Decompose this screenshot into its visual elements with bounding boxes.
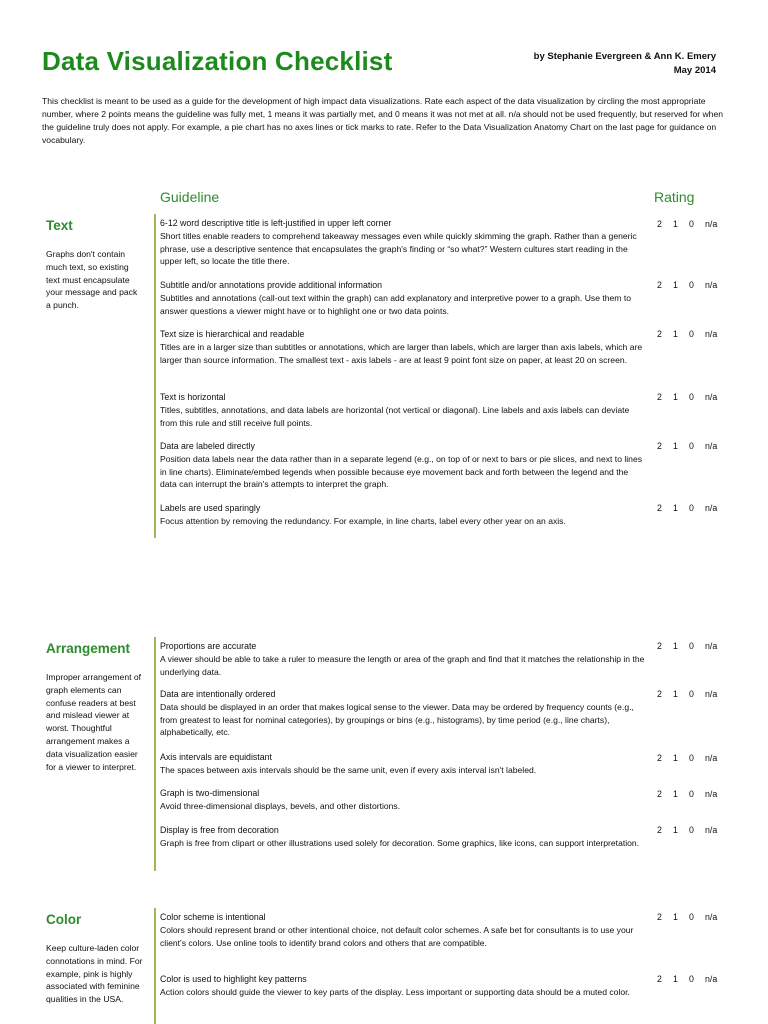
rating-0[interactable]: 0 <box>689 503 694 513</box>
guideline-title: Graph is two-dimensional <box>160 788 260 798</box>
guideline-description: Action colors should guide the viewer to key parts of the display. Less important or supporting data should be a muted color. <box>160 986 630 997</box>
section-description: Improper arrangement of graph elements can confuse readers at best and mislead viewer at worst. Thoughtful arrangement makes a data visualization easier for a viewer to interpret. <box>46 672 142 772</box>
guideline-description: Avoid three-dimensional displays, bevels, and other distortions. <box>160 800 401 811</box>
rating-2[interactable]: 2 <box>657 753 662 763</box>
rating-2[interactable]: 2 <box>657 789 662 799</box>
guideline-title: 6-12 word descriptive title is left-justified in upper left corner <box>160 218 392 228</box>
section-name: Arrangement <box>46 641 131 656</box>
rating-0[interactable]: 0 <box>689 280 694 290</box>
rating-0[interactable]: 0 <box>689 329 694 339</box>
rating-na[interactable]: n/a <box>705 912 718 922</box>
section-divider <box>154 908 156 1024</box>
rating-1[interactable]: 1 <box>673 280 678 290</box>
guideline-title: Proportions are accurate <box>160 641 257 651</box>
section-name: Text <box>46 218 73 233</box>
rating-2[interactable]: 2 <box>657 280 662 290</box>
guideline-description: Data should be displayed in an order that makes logical sense to the viewer. Data may be ordered by frequency counts (e.g., from greatest to least for nominal categories), by groupings or bins (e.g., histograms), by time period (e.g., line charts), alphabetically, etc. <box>160 701 634 738</box>
intro-paragraph: This checklist is meant to be used as a guide for the development of high impact data visualizations. Rate each aspect of the data visualization by circling the most appropriate number, where 2 points means the guideline was fully met, 1 means it was partially met, and 0 means it was not met at all. n/a should not be used frequently, but reserved for when the guideline truly does not apply. For example, a pie chart has no axes lines or tick marks to rate. Refer to the Data Visualization Anatomy Chart on the last page for guidance on vocabulary. <box>42 96 724 145</box>
section-name: Color <box>46 912 82 927</box>
guideline-item <box>160 911 645 949</box>
rating-1[interactable]: 1 <box>673 825 678 835</box>
rating-options[interactable] <box>657 280 727 290</box>
rating-1[interactable]: 1 <box>673 641 678 651</box>
guideline-title: Text size is hierarchical and readable <box>160 329 305 339</box>
guideline-title: Data are labeled directly <box>160 441 255 451</box>
rating-options[interactable] <box>657 392 727 402</box>
rating-0[interactable]: 0 <box>689 392 694 402</box>
guideline-title: Data are intentionally ordered <box>160 689 276 699</box>
guideline-title: Color scheme is intentional <box>160 912 266 922</box>
rating-0[interactable]: 0 <box>689 219 694 229</box>
guideline-title: Subtitle and/or annotations provide additional information <box>160 280 383 290</box>
rating-na[interactable]: n/a <box>705 392 718 402</box>
guideline-item <box>160 973 645 999</box>
rating-options[interactable] <box>657 441 727 451</box>
rating-2[interactable]: 2 <box>657 912 662 922</box>
rating-na[interactable]: n/a <box>705 789 718 799</box>
guideline-item <box>160 328 645 366</box>
rating-0[interactable]: 0 <box>689 789 694 799</box>
guideline-description: Titles are in a larger size than subtitles or annotations, which are larger than labels, which are larger than axis labels, which are larger than source information. The smallest text - axis labels - are at least 9 point font size on paper, at least 20 on screen. <box>160 341 643 365</box>
guideline-item <box>160 440 645 491</box>
guideline-column-header: Guideline <box>160 189 220 205</box>
rating-0[interactable]: 0 <box>689 825 694 835</box>
guideline-item <box>160 824 645 850</box>
guideline-description: The spaces between axis intervals should be the same unit, even if every axis interval isn't labeled. <box>160 764 537 775</box>
guideline-item <box>160 787 645 813</box>
rating-options[interactable] <box>657 912 727 922</box>
rating-options[interactable] <box>657 825 727 835</box>
section-description: Keep culture-laden color connotations in mind. For example, pink is highly associated with feminine qualities in the USA. <box>46 943 143 1005</box>
rating-2[interactable]: 2 <box>657 641 662 651</box>
guideline-item <box>160 391 645 429</box>
rating-0[interactable]: 0 <box>689 753 694 763</box>
rating-0[interactable]: 0 <box>689 441 694 451</box>
guideline-description: Titles, subtitles, annotations, and data labels are horizontal (not vertical or diagonal). Line labels and axis labels can deviate from this rule and still receive full points. <box>160 404 630 428</box>
guideline-item <box>160 688 645 739</box>
rating-2[interactable]: 2 <box>657 219 662 229</box>
rating-0[interactable]: 0 <box>689 974 694 984</box>
guideline-item <box>160 279 645 317</box>
guideline-item <box>160 640 645 678</box>
rating-options[interactable] <box>657 641 727 651</box>
rating-column-header: Rating <box>654 189 695 205</box>
guideline-description: Graph is free from clipart or other illustrations used solely for decoration. Some graphics, like icons, can support interpretation. <box>160 837 640 848</box>
rating-1[interactable]: 1 <box>673 753 678 763</box>
guideline-description: Short titles enable readers to comprehend takeaway messages even while quickly skimming the graph. Rather than a generic phrase, use a descriptive sentence that encapsulates the graph's finding or “so what?” Western cultures start reading in the upper left, so locate the title there. <box>160 230 637 267</box>
rating-na[interactable]: n/a <box>705 974 718 984</box>
rating-na[interactable]: n/a <box>705 753 718 763</box>
rating-options[interactable] <box>657 974 727 984</box>
rating-options[interactable] <box>657 753 727 763</box>
rating-na[interactable]: n/a <box>705 280 718 290</box>
rating-options[interactable] <box>657 689 727 699</box>
guideline-item <box>160 217 645 268</box>
rating-options[interactable] <box>657 329 727 339</box>
rating-na[interactable]: n/a <box>705 329 718 339</box>
rating-options[interactable] <box>657 219 727 229</box>
rating-1[interactable]: 1 <box>673 219 678 229</box>
rating-1[interactable]: 1 <box>673 974 678 984</box>
rating-na[interactable]: n/a <box>705 219 718 229</box>
rating-1[interactable]: 1 <box>673 789 678 799</box>
guideline-title: Labels are used sparingly <box>160 503 261 513</box>
rating-1[interactable]: 1 <box>673 689 678 699</box>
rating-1[interactable]: 1 <box>673 392 678 402</box>
guideline-description: A viewer should be able to take a ruler to measure the length or area of the graph and find that it matches the relationship in the underlying data. <box>160 653 645 677</box>
rating-2[interactable]: 2 <box>657 689 662 699</box>
guideline-description: Focus attention by removing the redundancy. For example, in line charts, label every other year on an axis. <box>160 515 566 526</box>
rating-1[interactable]: 1 <box>673 329 678 339</box>
rating-2[interactable]: 2 <box>657 441 662 451</box>
rating-2[interactable]: 2 <box>657 392 662 402</box>
guideline-item <box>160 502 645 528</box>
guideline-title: Display is free from decoration <box>160 825 279 835</box>
rating-2[interactable]: 2 <box>657 974 662 984</box>
rating-0[interactable]: 0 <box>689 912 694 922</box>
rating-na[interactable]: n/a <box>705 441 718 451</box>
rating-2[interactable]: 2 <box>657 503 662 513</box>
rating-2[interactable]: 2 <box>657 825 662 835</box>
rating-options[interactable] <box>657 789 727 799</box>
rating-0[interactable]: 0 <box>689 641 694 651</box>
rating-options[interactable] <box>657 503 727 513</box>
rating-1[interactable]: 1 <box>673 503 678 513</box>
rating-2[interactable]: 2 <box>657 329 662 339</box>
page-title: Data Visualization Checklist <box>42 46 393 76</box>
section-divider <box>154 637 156 871</box>
rating-na[interactable]: n/a <box>705 825 718 835</box>
guideline-item <box>160 751 645 777</box>
guideline-title: Axis intervals are equidistant <box>160 752 272 762</box>
byline-authors: by Stephanie Evergreen & Ann K. Emery <box>533 51 716 62</box>
rating-0[interactable]: 0 <box>689 689 694 699</box>
rating-na[interactable]: n/a <box>705 689 718 699</box>
byline <box>534 50 716 78</box>
guideline-description: Colors should represent brand or other intentional choice, not default color schemes. A safe bet for consultants is to use your client's colors. Use online tools to identify brand colors and others that are compatible. <box>160 924 634 948</box>
rating-1[interactable]: 1 <box>673 441 678 451</box>
rating-na[interactable]: n/a <box>705 503 718 513</box>
rating-1[interactable]: 1 <box>673 912 678 922</box>
guideline-title: Color is used to highlight key patterns <box>160 974 307 984</box>
guideline-description: Position data labels near the data rather than in a separate legend (e.g., on top of or next to bars or pie slices, and next to lines in line charts). Eliminate/embed legends when possible because eye movement back and forth between the legend and the data can interrupt the brain's attempts to interpret the graph. <box>160 453 643 490</box>
guideline-description: Subtitles and annotations (call-out text within the graph) can add explanatory and interpretive power to a graph. Use them to answer questions a viewer might have or to highlight one or two data points. <box>160 292 632 316</box>
section-divider <box>154 214 156 538</box>
section-description: Graphs don't contain much text, so existing text must encapsulate your message and pack a punch. <box>46 249 138 311</box>
byline-date: May 2014 <box>673 65 716 76</box>
rating-na[interactable]: n/a <box>705 641 718 651</box>
guideline-title: Text is horizontal <box>160 392 226 402</box>
